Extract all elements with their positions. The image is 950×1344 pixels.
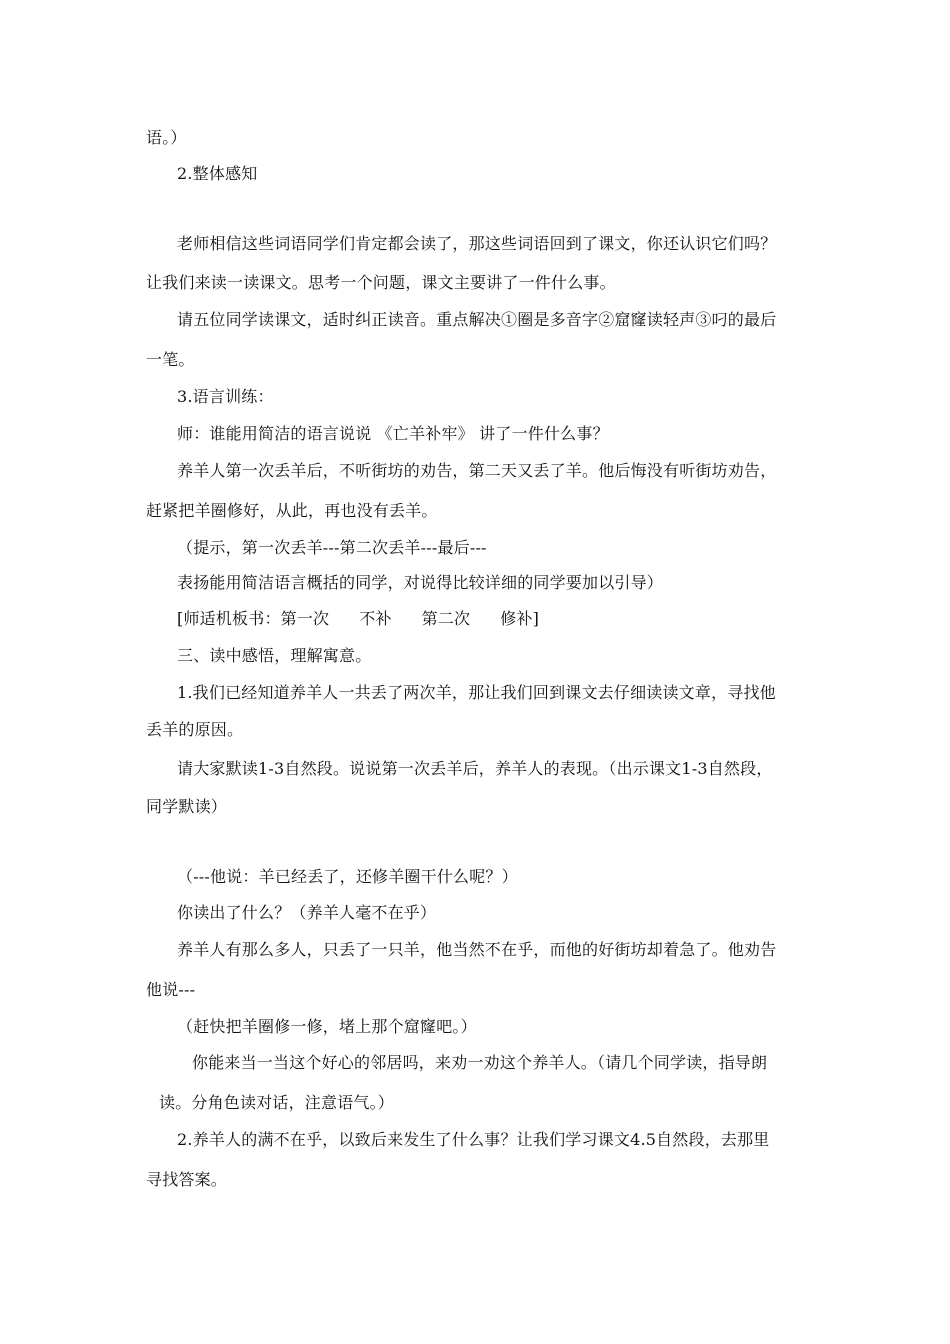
- paragraph-line: （---他说：羊已经丢了，还修羊圈干什么呢？）: [177, 867, 518, 886]
- paragraph-line: 2.养羊人的满不在乎，以致后来发生了什么事？让我们学习课文4.5自然段，去那里: [177, 1130, 770, 1149]
- paragraph-line: （赶快把羊圈修一修，堵上那个窟窿吧。）: [177, 1017, 477, 1036]
- board-item-2: 不补: [359, 609, 392, 628]
- board-item-4: 修补]: [500, 609, 540, 628]
- paragraph-line: 师：谁能用简洁的语言说说 《亡羊补牢》 讲了一件什么事？: [177, 424, 609, 443]
- paragraph-line: 寻找答案。: [146, 1170, 228, 1189]
- paragraph-line: 养羊人有那么多人，只丢了一只羊，他当然不在乎，而他的好街坊却着急了。他劝告: [177, 940, 777, 959]
- paragraph-line: 养羊人第一次丢羊后，不听街坊的劝告，第二天又丢了羊。他后悔没有听街坊劝告，: [177, 461, 777, 480]
- paragraph-line: （提示，第一次丢羊---第二次丢羊---最后---: [177, 538, 487, 557]
- paragraph-line: 表扬能用简洁语言概括的同学，对说得比较详细的同学要加以引导）: [177, 573, 664, 592]
- board-item-1: [师适机板书：第一次: [177, 609, 330, 628]
- paragraph-line: 请大家默读1-3自然段。说说第一次丢羊后，养羊人的表现。（出示课文1-3自然段，: [177, 759, 773, 778]
- paragraph-line: 1.我们已经知道养羊人一共丢了两次羊，那让我们回到课文去仔细读读文章，寻找他: [177, 683, 776, 702]
- board-item-3: 第二次: [421, 609, 471, 628]
- paragraph-line: 读。分角色读对话，注意语气。）: [159, 1093, 395, 1112]
- paragraph-line: 丢羊的原因。: [146, 720, 244, 739]
- section-heading: 三、读中感悟，理解寓意。: [177, 646, 372, 665]
- board-notes: [177, 609, 539, 629]
- paragraph-line: 同学默读）: [146, 797, 228, 816]
- line-1: 语。）: [146, 128, 187, 147]
- paragraph-line: 请五位同学读课文，适时纠正读音。重点解决①圈是多音字②窟窿读轻声③叼的最后: [177, 310, 777, 329]
- paragraph-line: 一笔。: [146, 350, 195, 369]
- paragraph-line: 老师相信这些词语同学们肯定都会读了，那这些词语回到了课文，你还认识它们吗？: [177, 234, 777, 253]
- paragraph-line: 你能来当一当这个好心的邻居吗，来劝一劝这个养羊人。（请几个同学读，指导朗: [192, 1053, 768, 1072]
- paragraph-line: 让我们来读一读课文。思考一个问题，课文主要讲了一件什么事。: [146, 273, 616, 292]
- paragraph-line: 他说---: [146, 980, 196, 999]
- heading-overall-perception: 2.整体感知: [177, 164, 258, 183]
- heading-language-training: 3.语言训练：: [177, 387, 274, 406]
- paragraph-line: 赶紧把羊圈修好，从此，再也没有丢羊。: [146, 501, 438, 520]
- paragraph-line: 你读出了什么？（养羊人毫不在乎）: [177, 903, 437, 922]
